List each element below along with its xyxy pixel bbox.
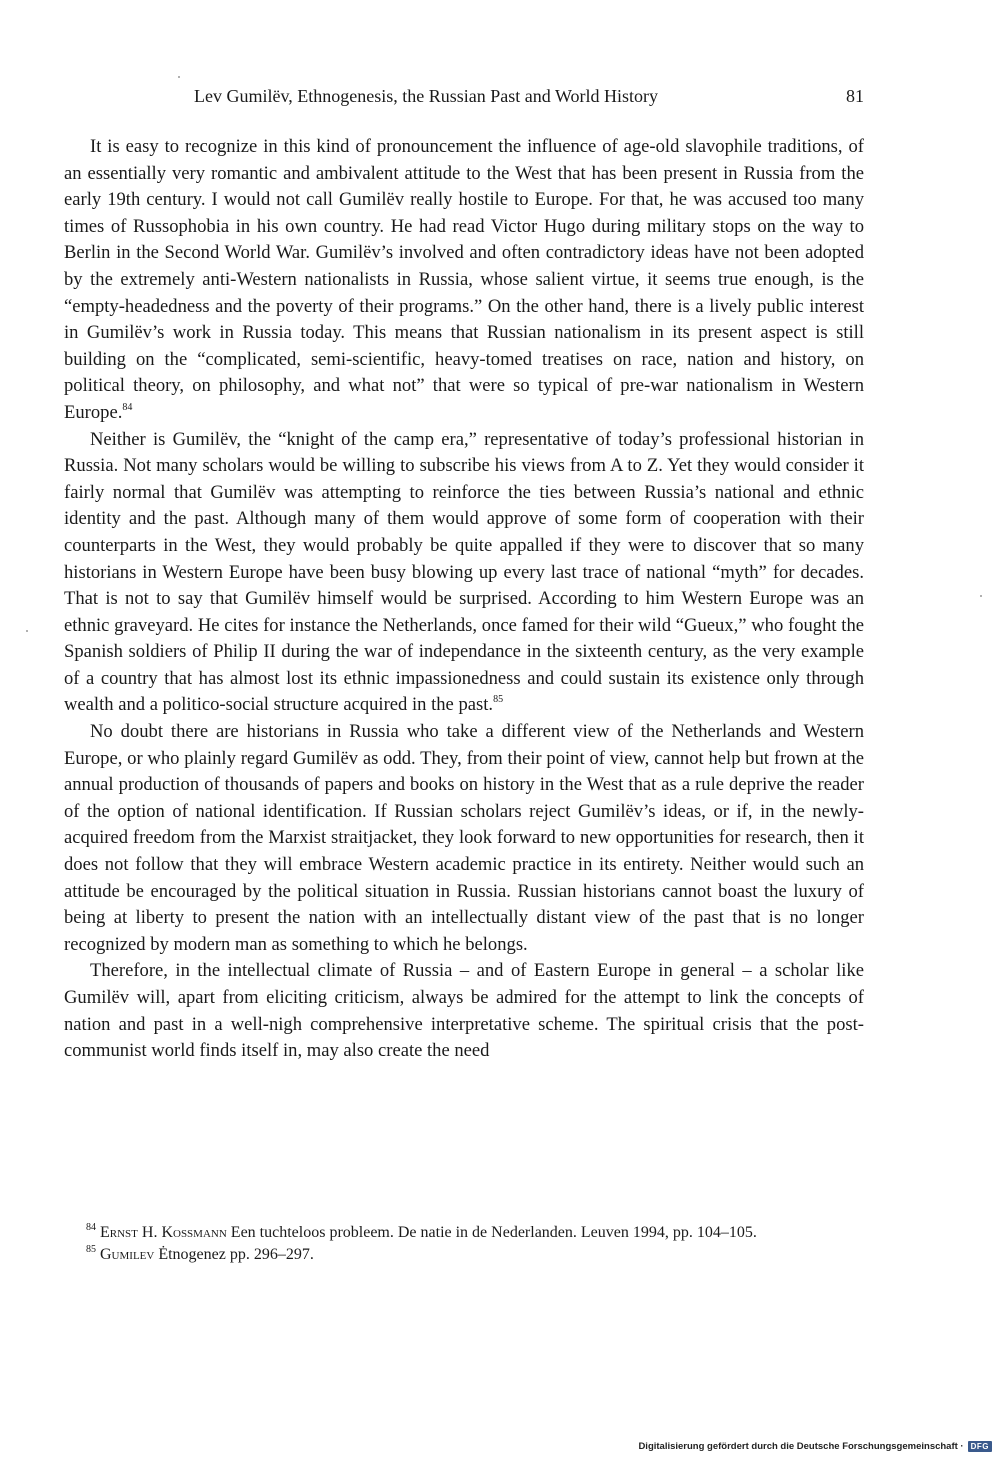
footnote-84: [64, 1222, 864, 1244]
footnote-ref[interactable]: 85: [493, 694, 504, 706]
footnote-author: Gumilev: [100, 1246, 155, 1263]
digitization-credit: [638, 1439, 992, 1453]
footnotes: [64, 1222, 864, 1266]
footnote-author: Ernst H. Kossmann: [100, 1224, 227, 1241]
page-header: [64, 82, 864, 110]
paragraph-text: Neither is Gumilëv, the “knight of the camp era,” representative of today’s professional historian in Russia. Not many scholars would be willing to subscribe his views from A to Z. Yet they would consider it fairly normal that Gumilëv was attempting to reinforce the ties between Russia’s national and ethnic identity and the past. Although many of them would approve of some form of cooperation with their counterparts in the West, they would probably be quite appalled if they were to discover that so many historians in Western Europe have been busy blowing up every last trace of national “myth” for decades. That is not to say that Gumilëv himself would be surprised. According to him Western Europe was an ethnic graveyard. He cites for instance the Netherlands, once famed for their wild “Gueux,” who fought the Spanish soldiers of Philip II during the war of independance in the sixteenth century, as the very example of a country that has almost lost its ethnic impassionedness and could sustain its existence only through wealth and a politico-social structure acquired in the past.: [64, 428, 864, 716]
paragraph: [64, 958, 864, 1064]
margin-mark: [26, 630, 28, 632]
running-title: Lev Gumilëv, Ethnogenesis, the Russian Past and World History: [194, 86, 659, 106]
paragraph: [64, 719, 864, 958]
dfg-logo-icon: DFG: [968, 1441, 992, 1452]
footnote-85: [64, 1244, 864, 1266]
paragraph: [64, 427, 864, 720]
paragraph-text: Therefore, in the intellectual climate of Russia – and of Eastern Europe in general – a scholar like Gumilëv will, apart from eliciting criticism, always be admired for the attempt to link the concepts of nation and past in a well-nigh comprehensive interpretative scheme. The spiritual crisis that the post-communist world finds itself in, may also create the need: [64, 960, 864, 1062]
footnote-text: Een tuchteloos probleem. De natie in de Nederlanden. Leuven 1994, pp. 104–105.: [230, 1224, 757, 1241]
paragraph-text: It is easy to recognize in this kind of pronouncement the influence of age-old slavophile traditions, of an essentially very romantic and ambivalent attitude to the West that has been present in Russia from the early 19th century. I would not call Gumilëv really hostile to Europe. For that, he was accused too many times of Russophobia in his own country. He had read Victor Hugo during military stops on the way to Berlin in the Second World War. Gumilëv’s involved and often contradictory ideas have not been adopted by the extremely anti-Western nationalists in Russia, whose salient virtue, it seems true enough, is the “empty-headedness and the poverty of their programs.” On the other hand, there is a lively public interest in Gumilëv’s work in Russia today. This means that Russian nationalism in its present aspect is still building on the “complicated, semi-scientific, heavy-tomed treatises on race, nation and history, on political theory, on philosophy, and what not” that were so typical of pre-war nationalism in Western Europe.: [64, 136, 864, 423]
credit-text: Digitalisierung gefördert durch die Deutsche Forschungsgemeinschaft ·: [638, 1440, 964, 1452]
margin-mark: [980, 595, 982, 597]
body-text: [64, 134, 864, 1065]
paragraph: [64, 134, 864, 427]
footnote-ref[interactable]: 84: [122, 401, 133, 413]
footnote-text: Ėtnogenez pp. 296–297.: [158, 1246, 314, 1263]
footnote-number: 84: [86, 1222, 96, 1233]
footnote-number: 85: [86, 1244, 96, 1255]
page-number: 81: [846, 86, 864, 106]
paragraph-text: No doubt there are historians in Russia who take a different view of the Netherlands and Western Europe, or who plainly regard Gumilëv as odd. They, from their point of view, cannot help but frown at the annual production of thousands of papers and books on history in the West that as a rule deprive the reader of the option of national identification. If Russian scholars reject Gumilëv’s ideas, or if, in the newly-acquired freedom from the Marxist straitjacket, they look forward to new opportunities for research, then it does not follow that they will embrace Western academic practice in its entirety. Neither would such an attitude be encouraged by the political situation in Russia. Russian historians cannot boast the luxury of being at liberty to present the nation with an intellectually distant view of the past that is no longer recognized by modern man as something to which he belongs.: [64, 721, 864, 955]
margin-mark: [178, 76, 180, 78]
